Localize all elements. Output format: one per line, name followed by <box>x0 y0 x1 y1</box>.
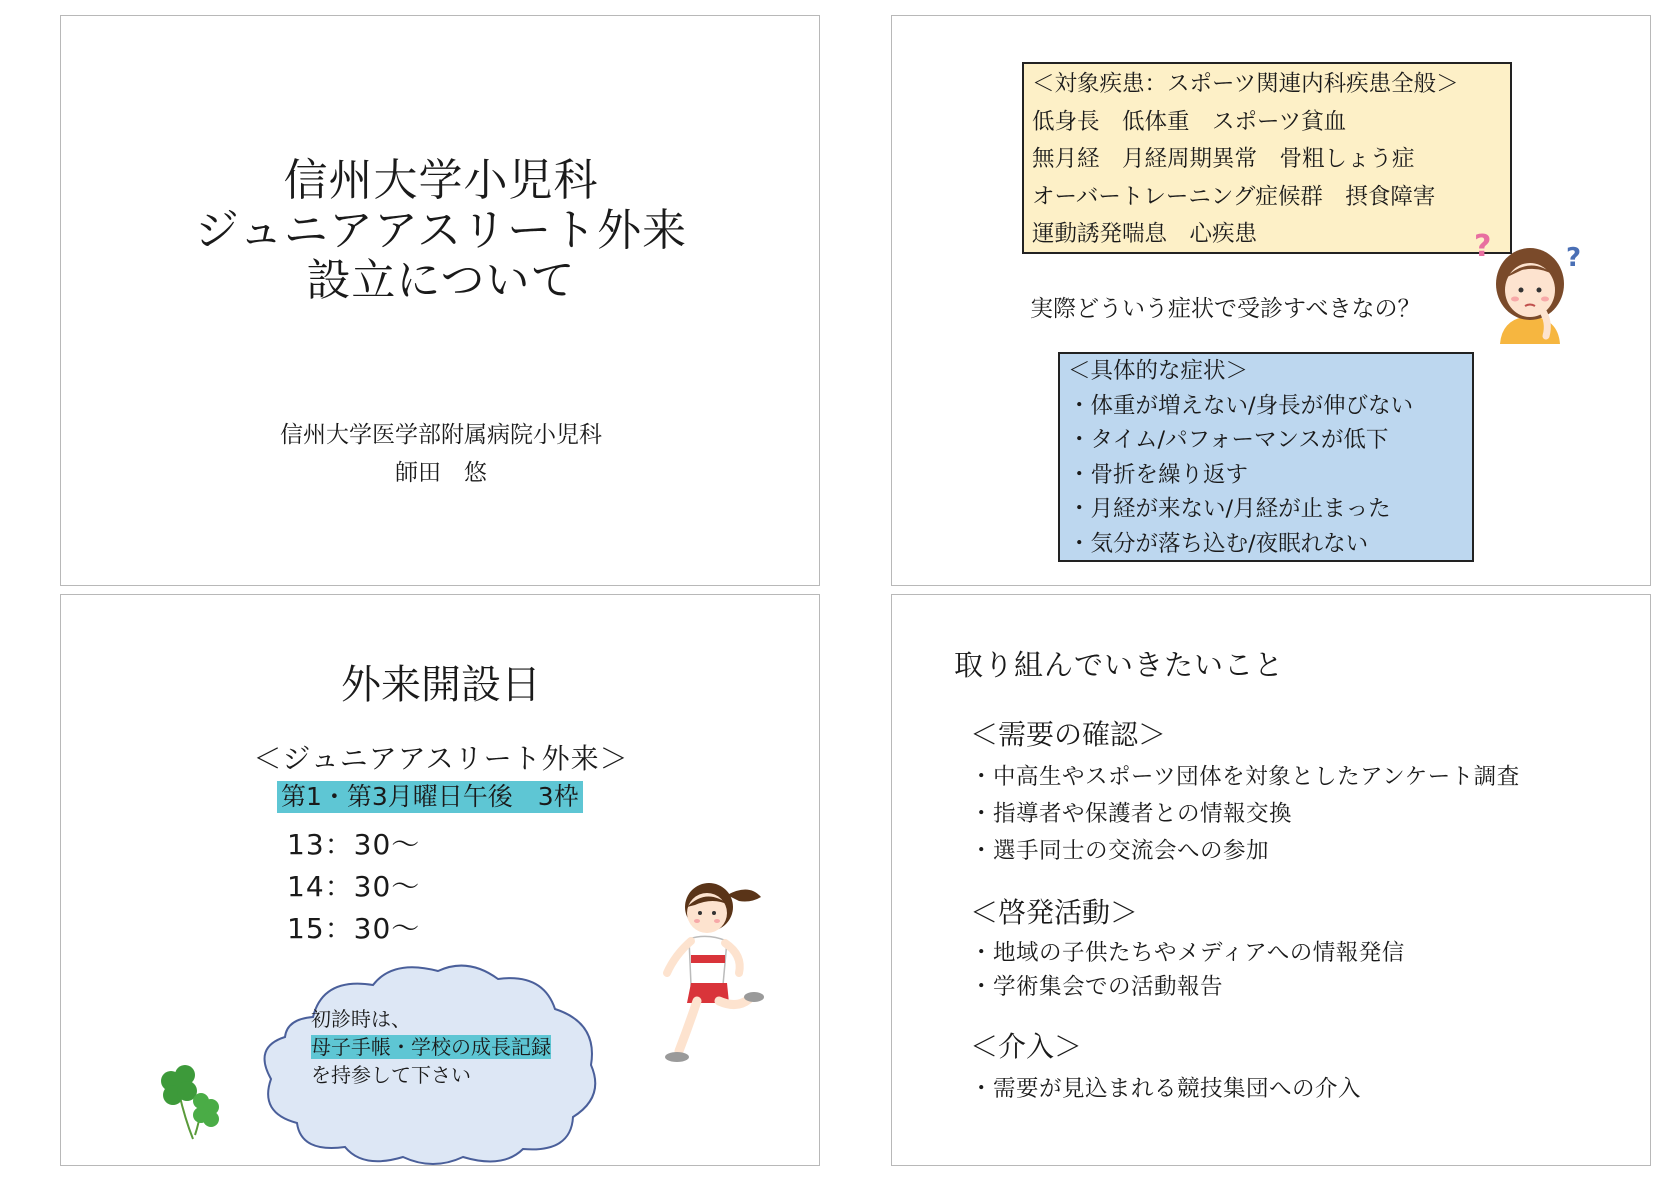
symptom-item: ・月経が来ない/月経が止まった <box>1068 496 1391 522</box>
question-mark-icon: ? <box>1566 243 1582 273</box>
title-line-3: 設立について <box>306 255 576 306</box>
list-item: ・学術集会での活動報告 <box>970 974 1224 1000</box>
target-line: 無月経 月経周期異常 骨粗しょう症 <box>1032 146 1415 172</box>
section-heading: ＜需要の確認＞ <box>970 718 1167 751</box>
affiliation: 信州大学医学部附属病院小児科 <box>280 422 602 448</box>
clover-icon <box>149 1049 225 1141</box>
question-mark-icon: ? <box>1474 229 1492 264</box>
list-item: ・指導者や保護者との情報交換 <box>970 801 1293 827</box>
title-line-2: ジュニアアスリート外来 <box>194 205 688 256</box>
presentation-title <box>61 156 821 306</box>
symptoms-box <box>1058 352 1474 562</box>
bring-items-note <box>311 1005 551 1089</box>
symptoms-box-header: ＜具体的な症状＞ <box>1068 358 1249 384</box>
target-diseases-box <box>1022 62 1512 254</box>
note-line: を持参して下さい <box>311 1063 471 1087</box>
section-heading: ＜介入＞ <box>970 1030 1083 1063</box>
note-highlight: 母子手帳・学校の成長記録 <box>311 1035 551 1059</box>
list-item: ・選手同士の交流会への参加 <box>970 838 1270 864</box>
symptom-item: ・体重が増えない/身長が伸びない <box>1068 392 1414 419</box>
schedule-highlight: 第1・第3月曜日午後 3枠 <box>277 781 583 813</box>
target-box-header: ＜対象疾患：スポーツ関連内科疾患全般＞ <box>1032 71 1459 97</box>
list-item: ・中高生やスポーツ団体を対象としたアンケート調査 <box>970 764 1520 790</box>
clinic-name: ＜ジュニアアスリート外来＞ <box>253 742 629 775</box>
slide-heading: 外来開設日 <box>341 662 541 708</box>
slide-heading: 取り組んでいきたいこと <box>954 648 1285 682</box>
symptom-item: ・気分が落ち込む/夜眠れない <box>1068 530 1369 557</box>
slide-title <box>60 15 820 586</box>
list-item: ・地域の子供たちやメディアへの情報発信 <box>970 940 1405 966</box>
target-line: 運動誘発喘息 心疾患 <box>1032 221 1258 247</box>
slide-clinic-days <box>60 594 820 1166</box>
list-item: ・需要が見込まれる競技集団への介入 <box>970 1076 1362 1102</box>
slide-initiatives <box>891 594 1651 1166</box>
question-text: 実際どういう症状で受診すべきなの？ <box>1030 296 1421 322</box>
symptom-item: ・骨折を繰り返す <box>1068 461 1249 488</box>
runner-girl-icon <box>657 875 767 1070</box>
title-line-1: 信州大学小児科 <box>283 155 599 206</box>
time-slot: 14：30～ <box>287 870 421 903</box>
target-line: オーバートレーニング症候群 摂食障害 <box>1032 183 1436 210</box>
slide-target-diseases <box>891 15 1651 586</box>
presenter-block <box>61 416 821 492</box>
target-line: 低身長 低体重 スポーツ貧血 <box>1032 108 1347 135</box>
presenter-name: 師田 悠 <box>395 460 487 486</box>
time-slot: 15：30～ <box>287 912 421 945</box>
section-heading: ＜啓発活動＞ <box>970 896 1139 929</box>
time-slot: 13：30～ <box>287 828 421 861</box>
girl-thinking-icon <box>1470 226 1590 346</box>
symptom-item: ・タイム/パフォーマンスが低下 <box>1068 427 1389 453</box>
note-line: 初診時は、 <box>311 1007 411 1031</box>
